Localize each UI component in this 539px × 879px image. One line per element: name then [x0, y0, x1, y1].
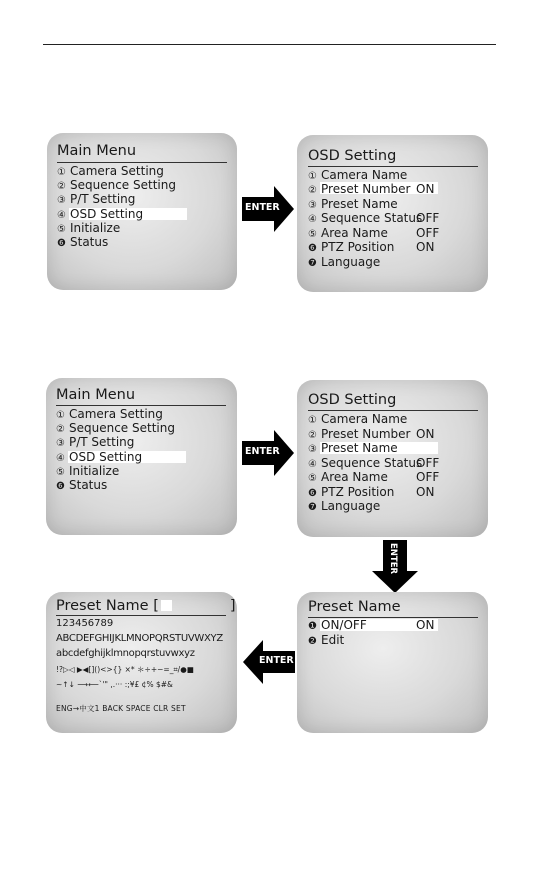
preset-item-edit[interactable] [308, 633, 344, 647]
menu-item-status[interactable] [56, 478, 107, 492]
char-row[interactable]: !?▷◁ ▶◀[]()<>{} ×* ＊÷+−=_⌗/●■ [56, 665, 194, 674]
char-row[interactable]: 123456789 [56, 618, 114, 629]
item-label: Camera Setting [69, 407, 163, 421]
item-label: Language [321, 255, 381, 269]
panel-title: Main Menu [56, 387, 136, 403]
osd-item-sequence-status[interactable] [308, 211, 422, 225]
item-label: Initialize [70, 221, 121, 235]
title-underline [56, 405, 226, 406]
panel-title: OSD Setting [308, 392, 397, 408]
menu-item-osd-setting[interactable] [56, 450, 142, 464]
item-label: Sequence Status [321, 211, 423, 225]
preset-name-menu-panel [297, 592, 488, 733]
title-underline [57, 162, 227, 163]
item-number: ④ [56, 453, 65, 464]
item-number: ① [56, 410, 65, 421]
item-number: ❶ [308, 621, 317, 632]
item-number: ④ [308, 459, 317, 470]
item-label: P/T Setting [69, 435, 135, 449]
item-number: ④ [308, 214, 317, 225]
osd-item-ptz-position[interactable] [308, 240, 394, 254]
char-row[interactable]: ~↑↓ ⟶⟵`'" ,.··· :;¥£ ¢% $#& [56, 680, 173, 689]
osd-value-area-name: OFF [416, 470, 440, 484]
osd-value-sequence-status: OFF [416, 456, 440, 470]
editor-title [56, 598, 236, 614]
osd-item-preset-name[interactable] [308, 441, 398, 455]
item-number: ② [56, 424, 65, 435]
item-number: ② [308, 185, 317, 196]
title-underline [308, 410, 478, 411]
item-number: ❻ [308, 488, 317, 499]
item-number: ❻ [308, 243, 317, 254]
header-rule [43, 44, 496, 45]
osd-setting-panel-middle [297, 380, 488, 537]
osd-item-camera-name[interactable] [308, 168, 407, 182]
item-label: Camera Name [321, 412, 408, 426]
editor-title-prefix: Preset Name [ [56, 598, 159, 614]
enter-label: ENTER [245, 202, 280, 213]
item-label: Sequence Setting [69, 421, 175, 435]
item-label: Preset Name [321, 197, 398, 211]
title-underline [308, 166, 478, 167]
item-number: ① [308, 171, 317, 182]
menu-item-pt-setting[interactable] [56, 435, 134, 449]
item-number: ❷ [308, 636, 317, 647]
preset-item-on-off[interactable] [308, 618, 367, 632]
menu-item-pt-setting[interactable] [57, 192, 135, 206]
item-label: Preset Name [321, 441, 398, 455]
menu-item-camera-setting[interactable] [57, 164, 164, 178]
enter-label: ENTER [245, 446, 280, 457]
menu-item-initialize[interactable] [56, 464, 119, 478]
osd-value-sequence-status: OFF [416, 211, 440, 225]
item-number: ① [308, 415, 317, 426]
item-label: Area Name [321, 470, 388, 484]
item-label: PTZ Position [321, 240, 395, 254]
enter-arrow-right-icon [242, 430, 294, 476]
osd-value-preset-number: ON [416, 427, 435, 441]
item-number: ⑤ [56, 467, 65, 478]
item-label: Status [69, 478, 108, 492]
osd-item-camera-name[interactable] [308, 412, 407, 426]
item-number: ❻ [57, 238, 66, 249]
item-label: PTZ Position [321, 485, 395, 499]
item-number: ❼ [308, 258, 317, 269]
item-label: OSD Setting [69, 450, 143, 464]
osd-value-preset-number: ON [416, 182, 435, 196]
menu-item-status[interactable] [57, 235, 108, 249]
item-number: ⑤ [57, 224, 66, 235]
enter-label: ENTER [388, 543, 398, 575]
item-label: P/T Setting [70, 192, 136, 206]
item-number: ③ [308, 200, 317, 211]
enter-arrow-down-icon [372, 540, 418, 593]
item-number: ❻ [56, 481, 65, 492]
osd-item-area-name[interactable] [308, 226, 388, 240]
item-label: ON/OFF [321, 618, 367, 632]
item-label: Camera Name [321, 168, 408, 182]
osd-item-language[interactable] [308, 499, 380, 513]
item-label: Preset Number [321, 182, 411, 196]
menu-item-sequence-setting[interactable] [56, 421, 175, 435]
osd-item-ptz-position[interactable] [308, 485, 394, 499]
item-label: OSD Setting [70, 207, 144, 221]
osd-item-preset-number[interactable] [308, 182, 410, 196]
item-number: ② [308, 430, 317, 441]
item-label: Initialize [69, 464, 120, 478]
menu-item-camera-setting[interactable] [56, 407, 163, 421]
item-label: Preset Number [321, 427, 411, 441]
main-menu-panel-top [47, 133, 237, 290]
preset-value-on-off: ON [416, 618, 435, 632]
cursor-block [161, 600, 172, 611]
item-label: Sequence Status [321, 456, 423, 470]
item-label: Area Name [321, 226, 388, 240]
osd-setting-panel-top [297, 135, 488, 292]
menu-item-osd-setting[interactable] [57, 207, 143, 221]
osd-item-sequence-status[interactable] [308, 456, 422, 470]
item-label: Language [321, 499, 381, 513]
item-label: Status [70, 235, 109, 249]
osd-value-ptz-position: ON [416, 240, 435, 254]
item-number: ③ [308, 444, 317, 455]
char-row[interactable]: abcdefghijklmnopqrstuvwxyz [56, 648, 195, 659]
enter-arrow-right-icon [242, 186, 294, 232]
item-number: ⑤ [308, 229, 317, 240]
item-label: Sequence Setting [70, 178, 176, 192]
title-underline [56, 615, 226, 616]
osd-item-language[interactable] [308, 255, 380, 269]
item-label: Camera Setting [70, 164, 164, 178]
item-number: ④ [57, 210, 66, 221]
panel-title: Main Menu [57, 143, 137, 159]
enter-label: ENTER [259, 655, 294, 666]
editor-command-row[interactable]: ENG→中文1 BACK SPACE CLR SET [56, 704, 186, 713]
item-number: ⑤ [308, 473, 317, 484]
main-menu-panel-middle [46, 378, 237, 535]
item-number: ② [57, 181, 66, 192]
osd-item-area-name[interactable] [308, 470, 388, 484]
panel-title: Preset Name [308, 599, 401, 615]
item-label: Edit [321, 633, 345, 647]
item-number: ❼ [308, 502, 317, 513]
osd-item-preset-name[interactable] [308, 197, 398, 211]
item-number: ③ [57, 195, 66, 206]
preset-name-editor-panel [46, 592, 237, 733]
item-number: ① [57, 167, 66, 178]
char-row[interactable]: ABCDEFGHIJKLMNOPQRSTUVWXYZ [56, 633, 223, 644]
enter-arrow-left-icon [243, 640, 295, 684]
osd-value-area-name: OFF [416, 226, 440, 240]
item-number: ③ [56, 438, 65, 449]
menu-item-initialize[interactable] [57, 221, 120, 235]
panel-title: OSD Setting [308, 148, 397, 164]
menu-item-sequence-setting[interactable] [57, 178, 176, 192]
editor-title-suffix: ] [229, 598, 236, 614]
osd-item-preset-number[interactable] [308, 427, 410, 441]
osd-value-ptz-position: ON [416, 485, 435, 499]
